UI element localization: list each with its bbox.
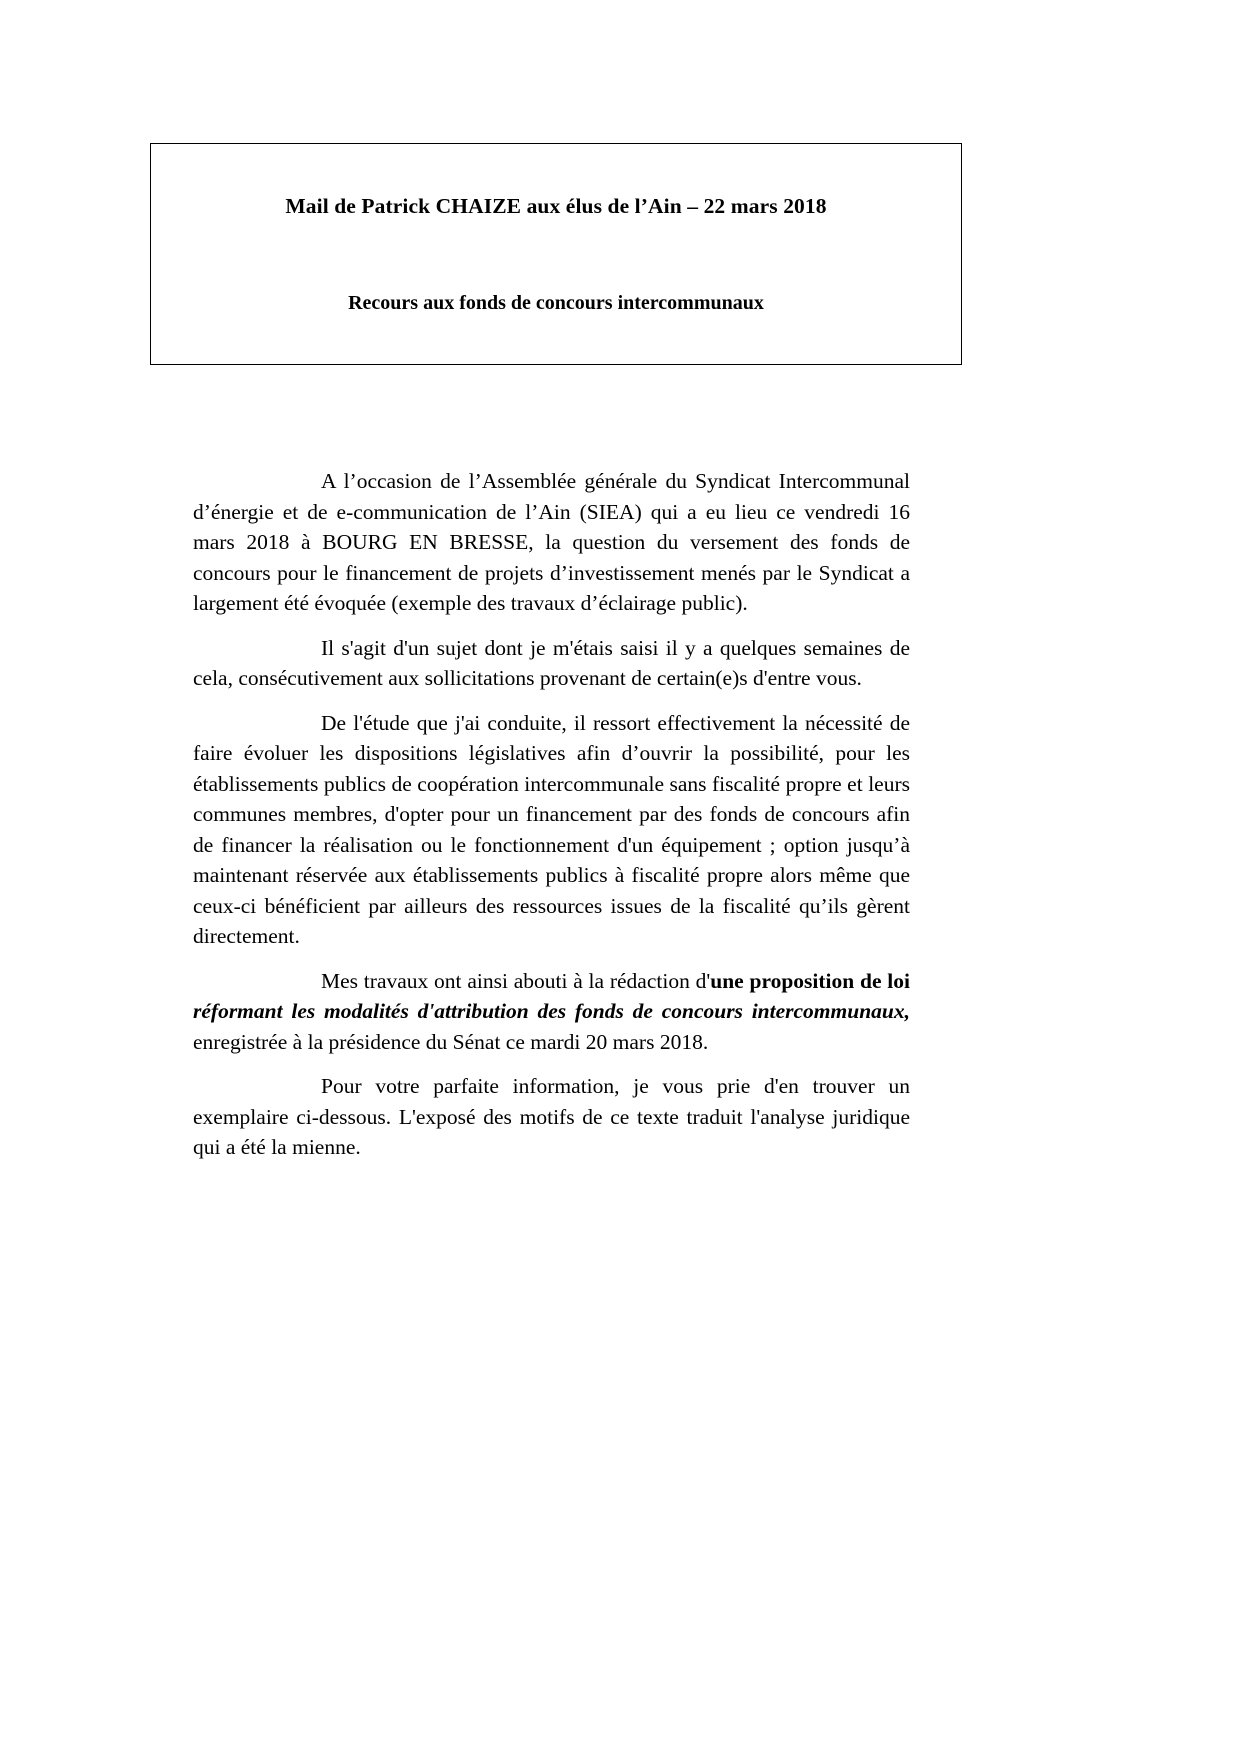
- page-subtitle: Recours aux fonds de concours intercommunaux: [348, 292, 764, 314]
- paragraph-4-bold-italic: réformant les modalités d'attribution des fonds de concours intercommunaux,: [193, 999, 910, 1023]
- page-title: Mail de Patrick CHAIZE aux élus de l’Ain – 22 mars 2018: [285, 194, 827, 218]
- paragraph-4-lead: Mes travaux ont ainsi abouti à la rédaction d': [321, 968, 711, 993]
- document-body: [193, 466, 910, 1163]
- paragraph-4-tail: enregistrée à la présidence du Sénat ce mardi 20 mars 2018.: [193, 1029, 709, 1054]
- paragraph-4-bold: une proposition de loi: [710, 968, 911, 993]
- paragraph-1: A l’occasion de l’Assemblée générale du Syndicat Intercommunal d’énergie et de e-communication de l’Ain (SIEA) qui a eu lieu ce vendredi 16 mars 2018 à BOURG EN BRESSE, la question du versement des fonds de concours pour le financement de projets d’investissement menés par le Syndicat a largement été évoquée (exemple des travaux d’éclairage public).: [193, 469, 910, 615]
- paragraph-2: Il s'agit d'un sujet dont je m'étais saisi il y a quelques semaines de cela, consécutivement aux sollicitations provenant de certain(e)s d'entre vous.: [193, 635, 910, 690]
- paragraph-5: Pour votre parfaite information, je vous prie d'en trouver un exemplaire ci-dessous. L'exposé des motifs de ce texte traduit l'analyse juridique qui a été la mienne.: [193, 1074, 910, 1159]
- paragraph-3: De l'étude que j'ai conduite, il ressort effectivement la nécessité de faire évoluer les dispositions législatives afin d’ouvrir la possibilité, pour les établissements publics de coopération intercommunale sans fiscalité propre et leurs communes membres, d'opter pour un financement par des fonds de concours afin de financer la réalisation ou le fonctionnement d'un équipement ; option jusqu’à maintenant réservée aux établissements publics à fiscalité propre alors même que ceux-ci bénéficient par ailleurs des ressources issues de la fiscalité qu’ils gèrent directement.: [193, 710, 910, 948]
- paragraph-4: [193, 966, 910, 1058]
- header-box: [150, 143, 962, 365]
